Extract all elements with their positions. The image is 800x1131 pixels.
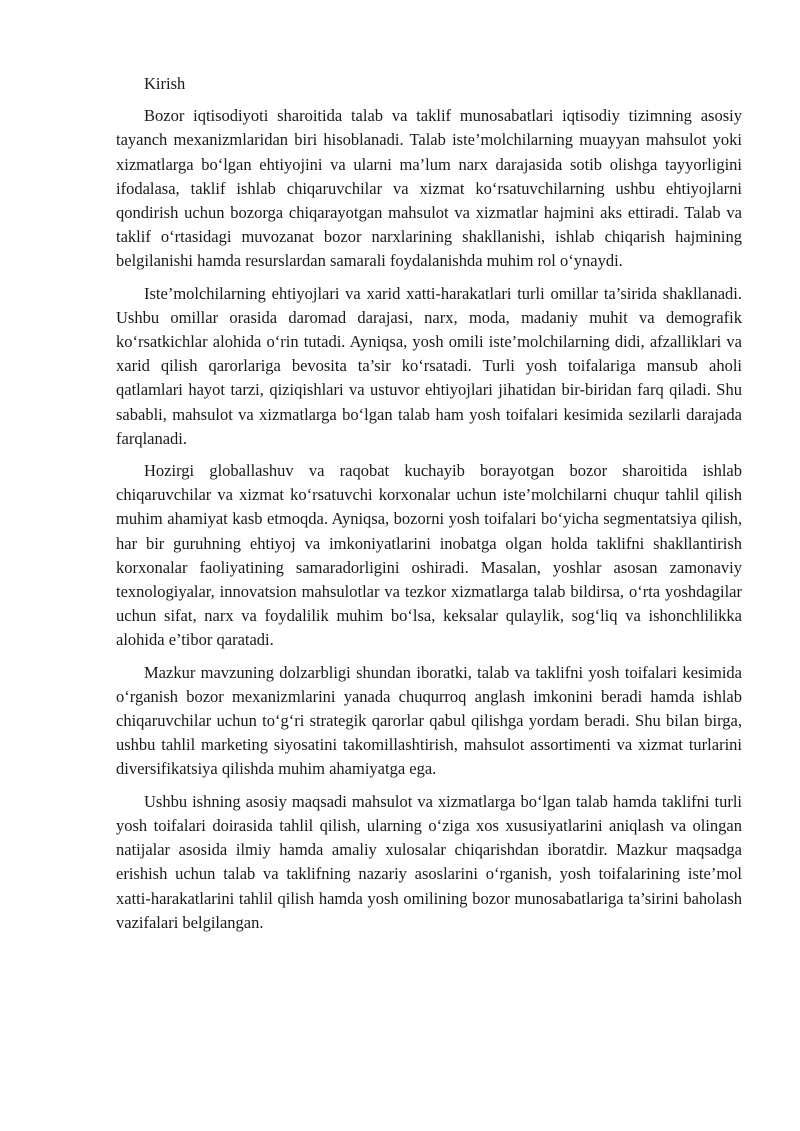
paragraph-2: Iste’molchilarning ehtiyojlari va xarid xatti-harakatlari turli omillar ta’sirida shakllanadi. Ushbu omillar orasida daromad darajasi, narx, moda, madaniy muhit va demografik ko‘rsatkichlar alohida o‘rin tutadi. Ayniqsa, yosh omili iste’molchilarning didi, afzalliklari va xarid qilish qarorlariga bevosita ta’sir ko‘rsatadi. Turli yosh toifalariga mansub aholi qatlamlari hayot tarzi, qiziqishlari va ustuvor ehtiyojlari jihatidan bir-biridan farq qiladi. Shu sababli, mahsulot va xizmatlarga bo‘lgan talab ham yosh toifalari kesimida sezilarli darajada farqlanadi.: [116, 283, 742, 448]
paragraph-1: Bozor iqtisodiyoti sharoitida talab va taklif munosabatlari iqtisodiy tizimning asosiy tayanch mexanizmlaridan biri hisoblanadi. Talab iste’molchilarning muayyan mahsulot yoki xizmatlarga bo‘lgan ehtiyojini va ularni ma’lum narx darajasida sotib olishga tayyorligini ifodalasa, taklif ishlab chiqaruvchilar va xizmat ko‘rsatuvchilarning ushbu ehtiyojlarni qondirish uchun bozorga chiqarayotgan mahsulot va xizmatlar hajmini aks ettiradi. Talab va taklif o‘rtasidagi muvozanat bozor narxlarining shakllanishi, ishlab chiqarish hajmining belgilanishi hamda resurslardan samarali foydalanishda muhim rol o‘ynaydi.: [116, 106, 742, 271]
paragraph-4: Mazkur mavzuning dolzarbligi shundan iboratki, talab va taklifni yosh toifalari kesimida o‘rganish bozor mexanizmlarini yanada chuqurroq anglash imkonini beradi hamda ishlab chiqaruvchilar uchun to‘g‘ri strategik qarorlar qabul qilishga yordam beradi. Shu bilan birga, ushbu tahlil marketing siyosatini takomillashtirish, mahsulot assortimenti va xizmat turlarini diversifikatsiya qilishda muhim ahamiyatga ega.: [116, 662, 742, 779]
paragraph-3: Hozirgi globallashuv va raqobat kuchayib borayotgan bozor sharoitida ishlab chiqaruvchilar va xizmat ko‘rsatuvchi korxonalar uchun iste’molchilarni chuqur tahlil qilish muhim ahamiyat kasb etmoqda. Ayniqsa, bozorni yosh toifalari bo‘yicha segmentatsiya qilish, har bir guruhning ehtiyoj va imkoniyatlarini inobatga olgan holda taklifni shakllantirish korxonalar faoliyatining samaradorligini oshiradi. Masalan, yoshlar asosan zamonaviy texnologiyalar, innovatsion mahsulotlar va tezkor xizmatlarga talab bildirsa, o‘rta yoshdagilar uchun sifat, narx va foydalilik muhim bo‘lsa, keksalar qulaylik, sog‘liq va ishonchlilikka alohida e’tibor qaratadi.: [116, 461, 742, 650]
section-heading: Kirish: [144, 74, 186, 93]
paragraph-5: Ushbu ishning asosiy maqsadi mahsulot va xizmatlarga bo‘lgan talab hamda taklifni turli yosh toifalari doirasida tahlil qilish, ularning o‘ziga xos xususiyatlarini aniqlash va olingan natijalar asosida ilmiy hamda amaliy xulosalar chiqarishdan iboratdir. Mazkur maqsadga erishish uchun talab va taklifning nazariy asoslarini o‘rganish, yosh toifalarining iste’mol xatti-harakatlarini tahlil qilish hamda yosh omilining bozor munosabatlariga ta’sirini baholash vazifalari belgilangan.: [116, 791, 742, 932]
